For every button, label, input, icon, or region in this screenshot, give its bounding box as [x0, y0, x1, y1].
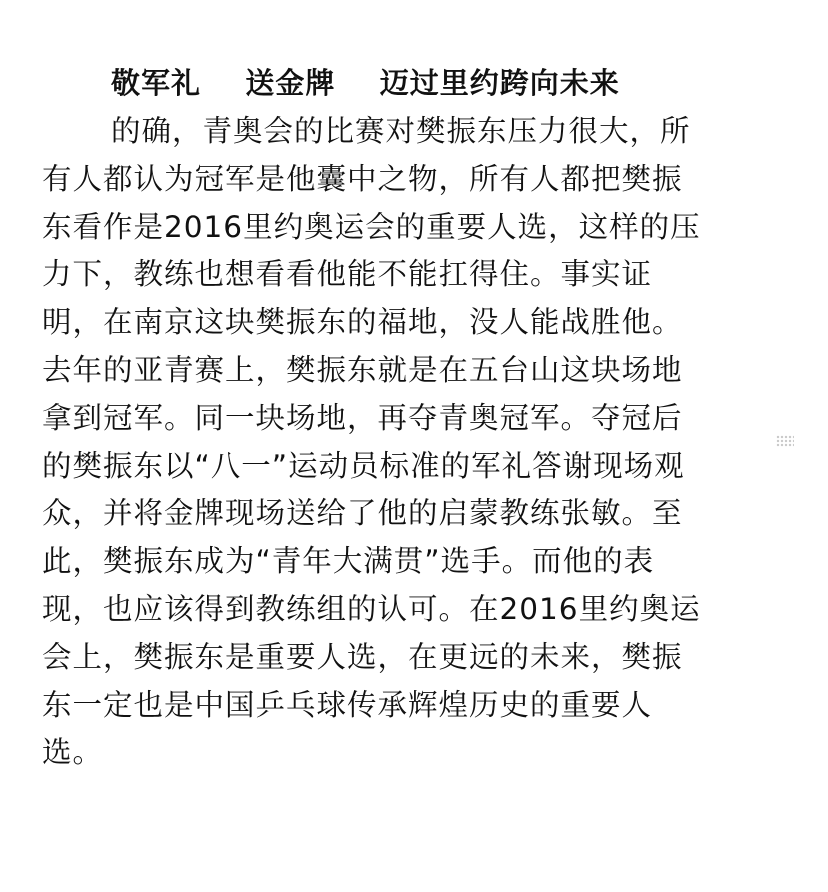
- paragraph-line: 众，并将金牌现场送给了他的启蒙教练张敏。至: [42, 496, 683, 531]
- paragraph-line: 的确，青奥会的比赛对樊振东压力很大，所: [111, 114, 691, 148]
- paragraph-line: 东看作是2016里约奥运会的重要人选，这样的压: [42, 209, 701, 244]
- paragraph-line: 拿到冠军。同一块场地，再夺青奥冠军。夺冠后: [42, 400, 683, 435]
- paragraph-line: 会上，樊振东是重要人选，在更远的未来，樊振: [42, 639, 683, 674]
- paragraph-line: 明，在南京这块樊振东的福地，没人能战胜他。: [42, 305, 683, 340]
- paragraph-line: 有人都认为冠军是他囊中之物，所有人都把樊振: [42, 161, 683, 196]
- article: [42, 58, 787, 777]
- paragraph-line: 东一定也是中国乒乓球传承辉煌历史的重要人: [42, 687, 653, 722]
- paragraph-line: 去年的亚青赛上，樊振东就是在五台山这块场地: [42, 352, 683, 387]
- paragraph-line: 此，樊振东成为“青年大满贯”选手。而他的表: [42, 544, 655, 579]
- paragraph-line: 选。: [42, 735, 104, 770]
- paragraph-line: 的樊振东以“八一”运动员标准的军礼答谢现场观: [42, 448, 685, 483]
- paragraph-line: 现，也应该得到教练组的认可。在2016里约奥运: [42, 591, 701, 626]
- image-edge-artifact: [776, 435, 794, 447]
- article-title: 敬军礼 送金牌 迈过里约跨向未来: [111, 66, 620, 100]
- paragraph-line: 力下，教练也想看看他能不能扛得住。事实证: [42, 257, 653, 292]
- article-paragraph: [42, 108, 787, 777]
